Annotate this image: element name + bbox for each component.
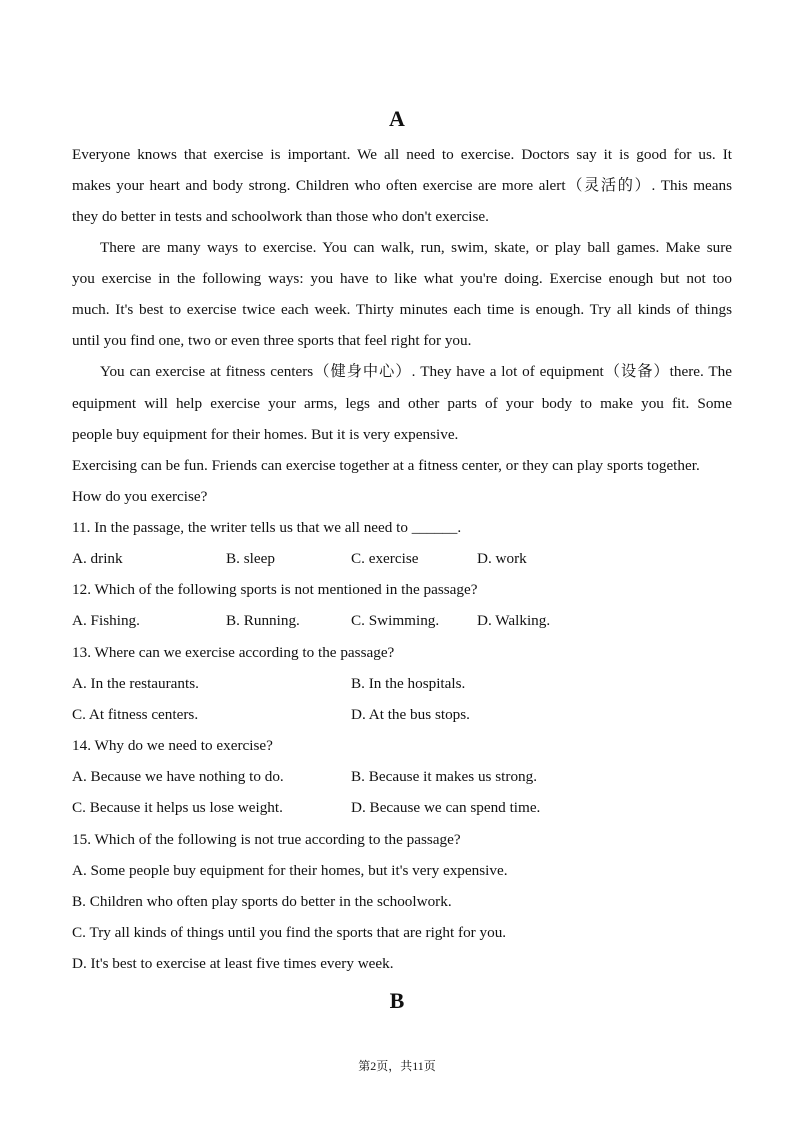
- question-12-stem: 12. Which of the following sports is not mentioned in the passage?: [72, 581, 478, 598]
- question-14-option-b: B. Because it makes us strong.: [351, 768, 538, 785]
- question-13-option-d: D. At the bus stops.: [351, 706, 470, 723]
- question-15-option-b: B. Children who often play sports do better in the schoolwork.: [72, 893, 452, 910]
- question-15-option-a: A. Some people buy equipment for their homes, but it's very expensive.: [72, 862, 508, 879]
- question-12-option-c: C. Swimming.: [351, 612, 440, 629]
- question-11-option-d: D. work: [477, 550, 527, 567]
- question-14-option-a: A. Because we have nothing to do.: [72, 768, 284, 785]
- question-15-option-c: C. Try all kinds of things until you find the sports that are right for you.: [72, 924, 507, 941]
- section-a-title: A: [389, 106, 405, 131]
- passage-p1-line3: they do better in tests and schoolwork than those who don't exercise.: [72, 208, 489, 225]
- passage-p3-line1: You can exercise at fitness centers（健身中心）. They have a lot of equipment（设备）there. The: [100, 363, 732, 380]
- question-13-option-c: C. At fitness centers.: [72, 706, 199, 723]
- question-13-option-a: A. In the restaurants.: [72, 675, 199, 692]
- page-footer: 第2页，共11页: [358, 1059, 436, 1073]
- passage-p2-line2: you exercise in the following ways: you have to like what you're doing. Exercise enough but not too: [72, 270, 732, 287]
- passage-p3-line2: equipment will help exercise your arms, legs and other parts of your body to make you fit. Some: [72, 395, 732, 412]
- question-14-option-c: C. Because it helps us lose weight.: [72, 799, 283, 816]
- question-11-option-c: C. exercise: [351, 550, 419, 567]
- question-14-stem: 14. Why do we need to exercise?: [72, 737, 273, 754]
- passage-p2-line1: There are many ways to exercise. You can walk, run, swim, skate, or play ball games. Make sure: [100, 239, 732, 256]
- passage-p1-line1: Everyone knows that exercise is important. We all need to exercise. Doctors say it is good for us. It: [72, 146, 732, 163]
- question-13-stem: 13. Where can we exercise according to the passage?: [72, 644, 395, 661]
- question-15-option-d: D. It's best to exercise at least five times every week.: [72, 955, 394, 972]
- passage-p3-line3: people buy equipment for their homes. But it is very expensive.: [72, 426, 459, 443]
- passage-p4-line2: How do you exercise?: [72, 488, 208, 505]
- question-13-option-b: B. In the hospitals.: [351, 675, 466, 692]
- question-12-option-d: D. Walking.: [477, 612, 551, 629]
- question-11-stem: 11. In the passage, the writer tells us that we all need to ______.: [72, 519, 462, 536]
- passage-p4-line1: Exercising can be fun. Friends can exercise together at a fitness center, or they can play sports together.: [72, 457, 700, 474]
- section-b-title: B: [389, 988, 405, 1013]
- question-14-option-d: D. Because we can spend time.: [351, 799, 541, 816]
- question-11-option-a: A. drink: [72, 550, 123, 567]
- question-15-stem: 15. Which of the following is not true according to the passage?: [72, 831, 461, 848]
- passage-p2-line4: until you find one, two or even three sports that feel right for you.: [72, 332, 472, 349]
- question-12-option-b: B. Running.: [226, 612, 300, 629]
- passage-p2-line3: much. It's best to exercise twice each week. Thirty minutes each time is enough. Try all kinds of things: [72, 301, 732, 318]
- question-11-option-b: B. sleep: [226, 550, 275, 567]
- question-12-option-a: A. Fishing.: [72, 612, 140, 629]
- passage-p1-line2: makes your heart and body strong. Children who often exercise are more alert（灵活的）. This means: [72, 177, 732, 194]
